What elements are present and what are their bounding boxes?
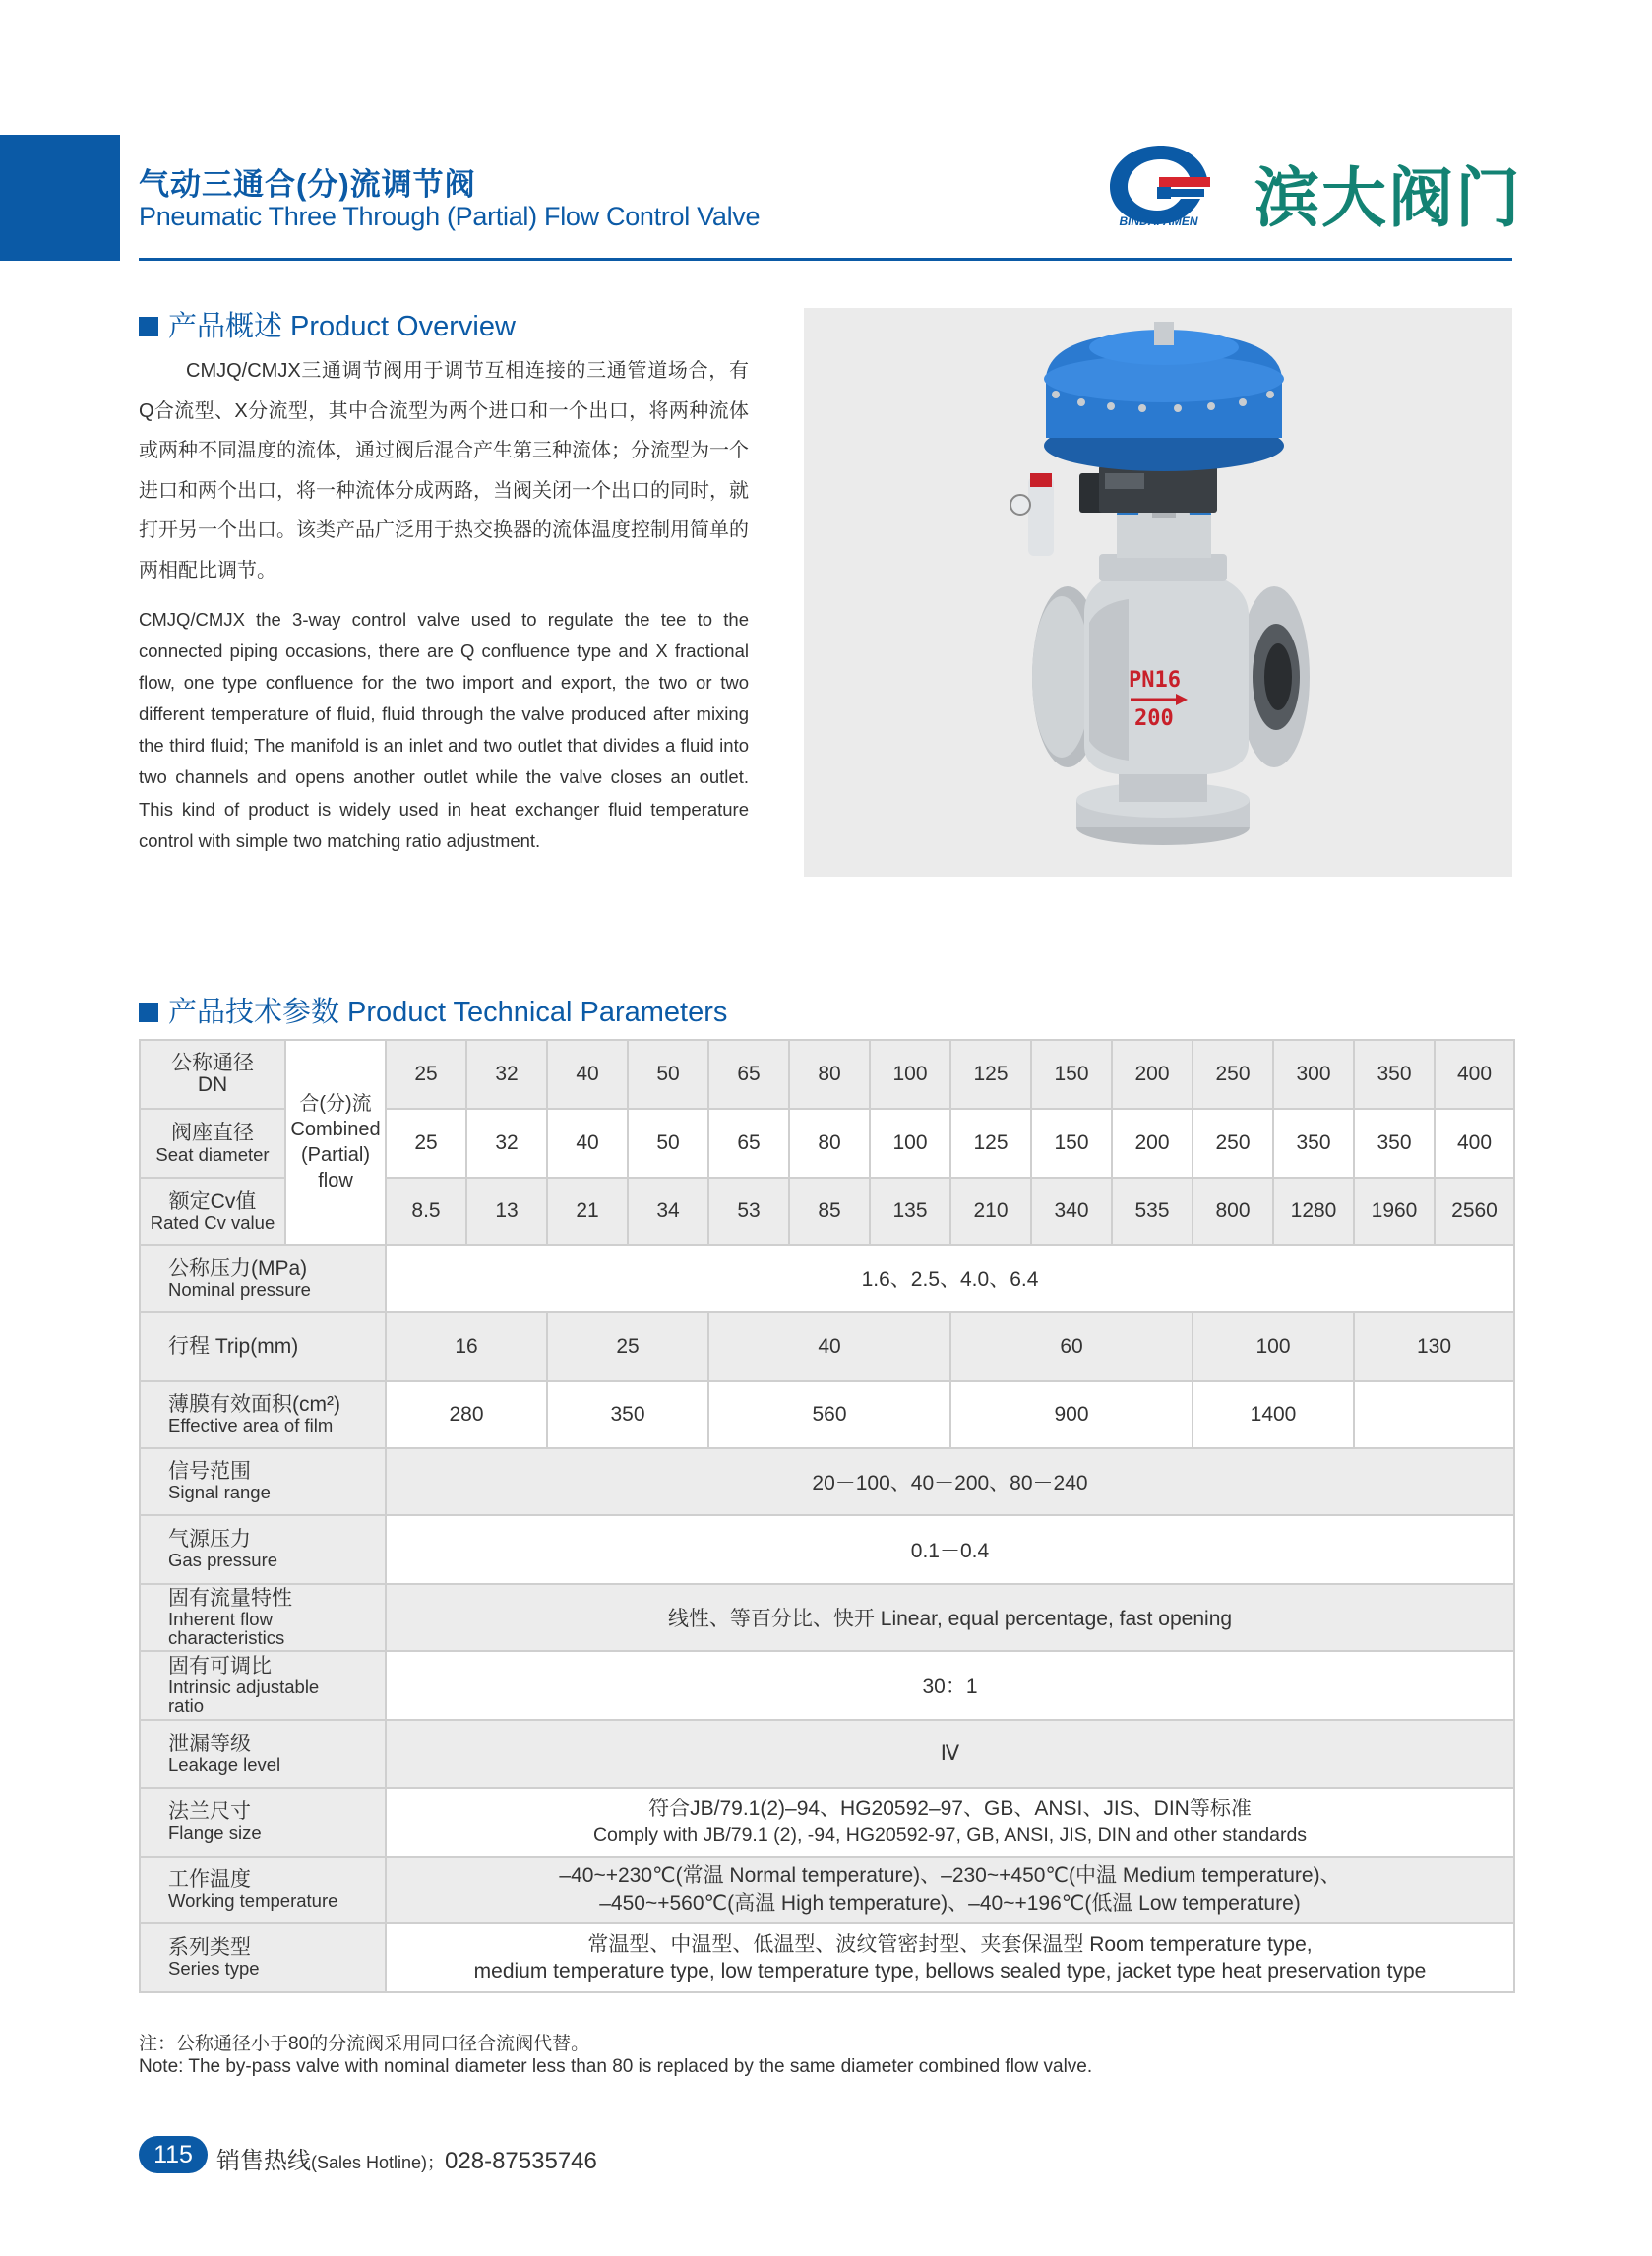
film-value [1354, 1381, 1514, 1448]
overview-text-en: CMJQ/CMJX the 3-way control valve used to regulate the tee to the connected piping occasions, there are Q confluence type and X fractional flow, one type confluence for the two import and export, the two or two different temperature of fluid, fluid through the valve produced after mixing the third fluid; The manifold is an inlet and two outlet that divides a fluid into two channels and opens another outlet while the valve closes an outlet. This kind of product is widely used in heat exchanger fluid temperature control with simple two matching ratio adjustment. [139, 609, 749, 851]
brand-name-en: BINDAFAMEN [1119, 214, 1198, 228]
seat-value: 150 [1031, 1109, 1112, 1178]
cv-value: 53 [708, 1178, 789, 1245]
table-row-flange [140, 1788, 1514, 1857]
control-valve-illustration [804, 308, 1512, 877]
seat-value: 80 [789, 1109, 870, 1178]
dn-value: 300 [1273, 1040, 1354, 1109]
label-gas: 气源压力 Gas pressure [140, 1515, 386, 1584]
seat-value: 350 [1273, 1109, 1354, 1178]
table-row-film [140, 1381, 1514, 1448]
page-title-cn: 气动三通合(分)流调节阀 [139, 167, 476, 202]
label-dn: 公称通径 DN [140, 1040, 285, 1109]
sales-hotline: 销售热线(Sales Hotline)；028-87535746 [216, 2148, 597, 2174]
cv-value: 1960 [1354, 1178, 1435, 1245]
label-signal: 信号范围 Signal range [140, 1448, 386, 1515]
trip-value: 16 [386, 1312, 547, 1381]
gas-value: 0.1－0.4 [386, 1515, 1514, 1584]
cv-value: 210 [950, 1178, 1031, 1245]
params-heading: 产品技术参数 Product Technical Parameters [139, 990, 727, 1030]
brand-name-cn: 滨大阀门 [1254, 161, 1522, 234]
label-inherent: 固有流量特性 Inherent flow characteristics [140, 1584, 386, 1651]
overview-heading: 产品概述 Product Overview [139, 304, 516, 344]
cv-value: 135 [870, 1178, 950, 1245]
temperature-value: –40~+230℃(常温 Normal temperature)、–230~+450℃(中温 Medium temperature)、 –450~+560℃(高温 High temperature)、–40~+196℃(低温 Low temperature) [386, 1857, 1514, 1923]
seat-value: 200 [1112, 1109, 1193, 1178]
film-value: 350 [547, 1381, 708, 1448]
label-series: 系列类型 Series type [140, 1923, 386, 1992]
trip-value: 100 [1193, 1312, 1354, 1381]
seat-value: 65 [708, 1109, 789, 1178]
cv-value: 1280 [1273, 1178, 1354, 1245]
cv-value: 8.5 [386, 1178, 466, 1245]
dn-value: 150 [1031, 1040, 1112, 1109]
seat-value: 250 [1193, 1109, 1273, 1178]
cv-value: 13 [466, 1178, 547, 1245]
pressure-value: 1.6、2.5、4.0、6.4 [386, 1245, 1514, 1311]
table-row-inherent [140, 1584, 1514, 1651]
cv-value: 85 [789, 1178, 870, 1245]
table-row-gas [140, 1515, 1514, 1584]
note-cn: 注：公称通径小于80的分流阀采用同口径合流阀代替。 [139, 2034, 590, 2054]
film-value: 1400 [1193, 1381, 1354, 1448]
seat-value: 50 [628, 1109, 708, 1178]
cv-value: 21 [547, 1178, 628, 1245]
label-temperature: 工作温度 Working temperature [140, 1857, 386, 1923]
table-row-signal [140, 1448, 1514, 1515]
cv-value: 340 [1031, 1178, 1112, 1245]
overview-text-cn: CMJQ/CMJX三通调节阀用于调节互相连接的三通管道场合，有Q合流型、X分流型，其中合流型为两个进口和一个出口，将两种流体或两种不同温度的流体，通过阀后混合产生第三种流体；分流型为一个进口和两个出口，将一种流体分成两路，当阀关闭一个出口的同时，就打开另一个出口。该类产品广泛用于热交换器的流体温度控制用简单的两相配比调节。 [139, 360, 749, 581]
trip-value: 130 [1354, 1312, 1514, 1381]
adjust-value: 30：1 [386, 1651, 1514, 1720]
table-row-adjust [140, 1651, 1514, 1720]
label-seat: 阀座直径 Seat diameter [140, 1109, 285, 1178]
seat-value: 32 [466, 1109, 547, 1178]
trip-value: 25 [547, 1312, 708, 1381]
inherent-value: 线性、等百分比、快开 Linear, equal percentage, fast opening [386, 1584, 1514, 1651]
header-color-block [0, 135, 120, 261]
label-cv: 额定Cv值 Rated Cv value [140, 1178, 285, 1245]
cv-value: 535 [1112, 1178, 1193, 1245]
seat-value: 400 [1435, 1109, 1514, 1178]
square-bullet-icon [139, 1003, 158, 1022]
technical-parameters-table [139, 1039, 1515, 1993]
label-pressure: 公称压力(MPa) Nominal pressure [140, 1245, 386, 1311]
cv-value: 2560 [1435, 1178, 1514, 1245]
table-row-series [140, 1923, 1514, 1992]
dn-value: 200 [1112, 1040, 1193, 1109]
page-number-badge: 115 [139, 2136, 208, 2173]
table-row-leakage [140, 1720, 1514, 1787]
dn-value: 80 [789, 1040, 870, 1109]
dn-value: 400 [1435, 1040, 1514, 1109]
cv-value: 34 [628, 1178, 708, 1245]
dn-value: 25 [386, 1040, 466, 1109]
table-row-dn [140, 1040, 1514, 1109]
product-photo [804, 308, 1512, 877]
dn-value: 125 [950, 1040, 1031, 1109]
title-divider [139, 258, 1512, 261]
square-bullet-icon [139, 317, 158, 336]
label-adjust: 固有可调比 Intrinsic adjustable ratio [140, 1651, 386, 1720]
series-value: 常温型、中温型、低温型、波纹管密封型、夹套保温型 Room temperature type, medium temperature type, low temperature type, bellows sealed type, jacket type heat preservation type [386, 1923, 1514, 1992]
table-row-trip [140, 1312, 1514, 1381]
leakage-value: Ⅳ [386, 1720, 1514, 1787]
film-value: 900 [950, 1381, 1193, 1448]
film-value: 280 [386, 1381, 547, 1448]
label-trip: 行程 Trip(mm) [140, 1312, 386, 1381]
label-flange: 法兰尺寸 Flange size [140, 1788, 386, 1857]
dn-value: 250 [1193, 1040, 1273, 1109]
dn-value: 350 [1354, 1040, 1435, 1109]
note-en: Note: The by-pass valve with nominal diameter less than 80 is replaced by the same diameter combined flow valve. [139, 2056, 1093, 2077]
dn-value: 32 [466, 1040, 547, 1109]
dn-value: 50 [628, 1040, 708, 1109]
seat-value: 100 [870, 1109, 950, 1178]
trip-value: 60 [950, 1312, 1193, 1381]
label-leakage: 泄漏等级 Leakage level [140, 1720, 386, 1787]
cv-value: 800 [1193, 1178, 1273, 1245]
signal-value: 20－100、40－200、80－240 [386, 1448, 1514, 1515]
combined-flow-label: 合(分)流 Combined (Partial) flow [285, 1040, 386, 1245]
seat-value: 25 [386, 1109, 466, 1178]
flange-value: 符合JB/79.1(2)–94、HG20592–97、GB、ANSI、JIS、DIN等标准 Comply with JB/79.1 (2), -94, HG20592-97, GB, ANSI, JIS, DIN and other standards [386, 1788, 1514, 1857]
dn-value: 65 [708, 1040, 789, 1109]
dn-value: 40 [547, 1040, 628, 1109]
label-film: 薄膜有效面积(cm²) Effective area of film [140, 1381, 386, 1448]
valve-marking-size: 200 [1134, 706, 1174, 731]
seat-value: 40 [547, 1109, 628, 1178]
valve-marking-pn: PN16 [1129, 668, 1181, 693]
film-value: 560 [708, 1381, 950, 1448]
table-row-temperature [140, 1857, 1514, 1923]
page-title-en: Pneumatic Three Through (Partial) Flow Control Valve [139, 202, 761, 231]
dn-value: 100 [870, 1040, 950, 1109]
table-row-pressure [140, 1245, 1514, 1311]
trip-value: 40 [708, 1312, 950, 1381]
seat-value: 125 [950, 1109, 1031, 1178]
seat-value: 350 [1354, 1109, 1435, 1178]
